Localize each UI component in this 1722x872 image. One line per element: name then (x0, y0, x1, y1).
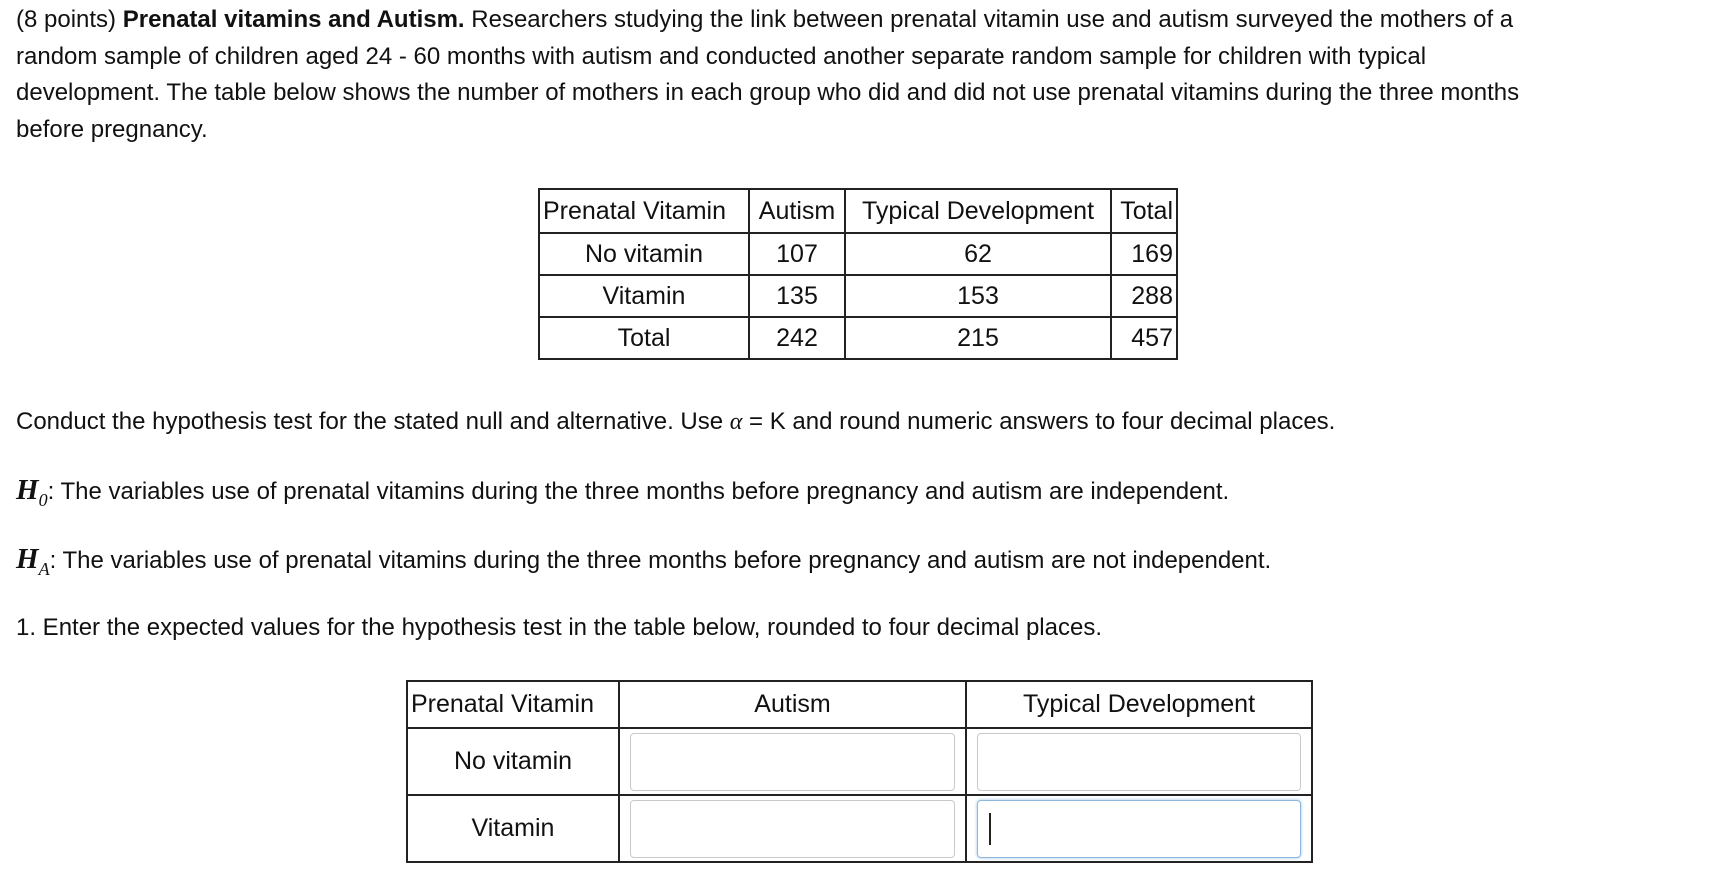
table-cell: 153 (845, 275, 1111, 317)
expected-header-cell: Typical Development (966, 681, 1312, 728)
null-hypothesis (16, 474, 1229, 511)
table-cell: 215 (845, 317, 1111, 359)
observed-header-cell: Total (1111, 189, 1177, 233)
table-row (407, 728, 1312, 795)
h0-symbol: $H_0$ (16, 474, 48, 510)
observed-header-cell: Prenatal Vitamin (539, 189, 749, 233)
table-cell: 62 (845, 233, 1111, 275)
observed-header-cell: Typical Development (845, 189, 1111, 233)
table-cell: Total (539, 317, 749, 359)
expected-header-cell: Autism (619, 681, 966, 728)
table-cell: 169 (1111, 233, 1177, 275)
question-text (16, 2, 1536, 148)
input-cell (619, 728, 966, 795)
task-1-instructions: 1. Enter the expected values for the hypothesis test in the table below, rounded to four decimal places. (16, 614, 1102, 641)
table-cell: 242 (749, 317, 845, 359)
vitamin-typical-input[interactable] (977, 800, 1301, 858)
alternative-hypothesis (16, 543, 1271, 580)
table-cell: 288 (1111, 275, 1177, 317)
text-cursor (989, 813, 991, 845)
expected-values-table (406, 680, 1313, 863)
instructions-post: = K and round numeric answers to four decimal places. (749, 408, 1336, 435)
h0-text: : The variables use of prenatal vitamins during the three months before pregnancy and autism are independent. (47, 478, 1230, 505)
row-label: No vitamin (407, 728, 619, 795)
observed-header-row (539, 189, 1177, 233)
table-row (407, 795, 1312, 862)
question-title: Prenatal vitamins and Autism. (122, 6, 465, 33)
expected-header-cell: Prenatal Vitamin (407, 681, 619, 728)
input-cell (966, 728, 1312, 795)
table-row (539, 317, 1177, 359)
no-vitamin-autism-input[interactable] (630, 733, 955, 791)
table-cell: Vitamin (539, 275, 749, 317)
table-cell: No vitamin (539, 233, 749, 275)
table-cell: 457 (1111, 317, 1177, 359)
ha-text: : The variables use of prenatal vitamins during the three months before pregnancy and autism are not independent. (49, 547, 1272, 574)
input-cell (619, 795, 966, 862)
table-cell: 135 (749, 275, 845, 317)
ha-symbol: $H_A$ (16, 543, 50, 579)
table-row (539, 275, 1177, 317)
instructions (16, 408, 1335, 436)
no-vitamin-typical-input[interactable] (977, 733, 1301, 791)
question-body: Researchers studying the link between prenatal vitamin use and autism surveyed the mothers of a random sample of children aged 24 - 60 months with autism and conducted another separate random sample for children with typical development. The table below shows the number of mothers in each group who did and did not use prenatal vitamins during the three months before pregnancy. (16, 6, 1520, 143)
vitamin-autism-input[interactable] (630, 800, 955, 858)
alpha-symbol: α (729, 409, 743, 435)
observed-header-cell: Autism (749, 189, 845, 233)
expected-header-row (407, 681, 1312, 728)
instructions-pre: Conduct the hypothesis test for the stated null and alternative. Use (16, 408, 724, 435)
observed-table (538, 188, 1178, 360)
points-label: (8 points) (16, 6, 117, 33)
input-cell (966, 795, 1312, 862)
row-label: Vitamin (407, 795, 619, 862)
table-row (539, 233, 1177, 275)
table-cell: 107 (749, 233, 845, 275)
